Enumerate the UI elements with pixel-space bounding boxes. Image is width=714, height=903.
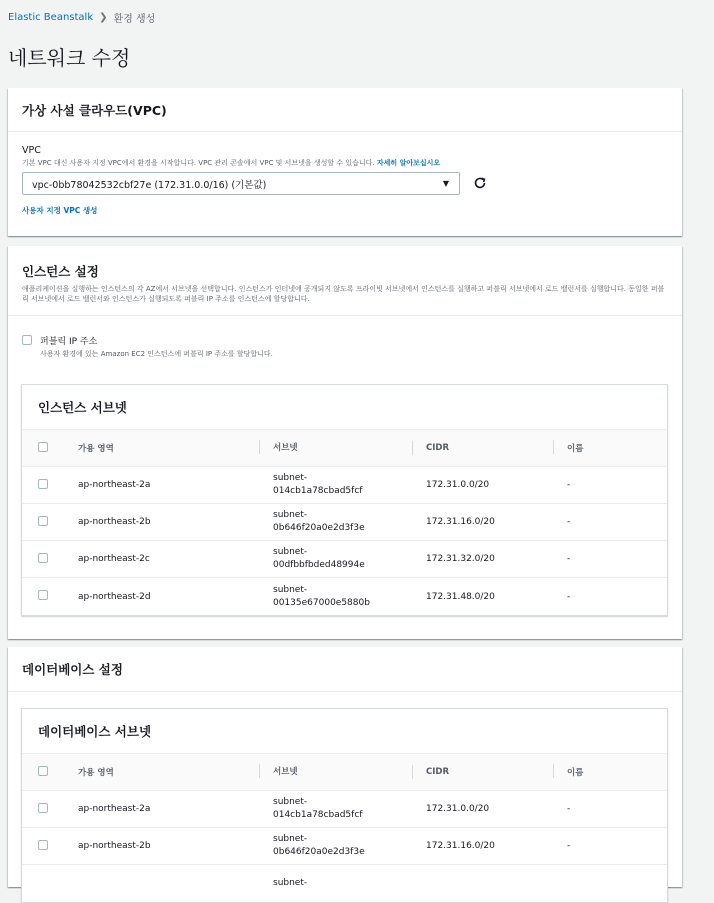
caret-down-icon: ▼ <box>442 179 449 188</box>
public-ip-label: 퍼블릭 IP 주소 <box>40 337 98 347</box>
cell-subnet <box>259 472 412 498</box>
cell-cidr: 172.31.32.0/20 <box>426 554 495 564</box>
instance-panel-description: 애플리케이션을 실행하는 인스턴스의 각 AZ에서 서브넷을 선택합니다. 인스턴스가 인터넷에 공개되지 않도록 프라이빗 서브넷에서 인스턴스를 실행하고 퍼블릭 서브넷에서 로드 밸런서를 실행합니다. 동일한 퍼블릭 서브넷에서 로드 밸런서와 인스턴스가 실행되도록 퍼블릭 IP 주소를 인스턴스에 할당합니다. <box>22 284 665 303</box>
vpc-panel <box>8 88 682 236</box>
cell-subnet-line2: 00135e67000e5880b <box>273 597 370 608</box>
cell-subnet-line1: subnet- <box>273 547 308 557</box>
database-subnet-table <box>21 708 668 903</box>
table-header-row <box>22 754 667 791</box>
database-subnet-table-title: 데이터베이스 서브넷 <box>22 709 667 754</box>
cell-subnet-line2: 0b646f20a0e2d3f3e <box>273 847 365 857</box>
cell-cidr: 172.31.16.0/20 <box>426 517 495 527</box>
learn-more-link[interactable]: 자세히 알아보십시오 <box>376 159 441 167</box>
cell-subnet-line2: 014cb1a78cbad5fcf <box>273 486 363 496</box>
row-checkbox[interactable] <box>38 516 48 526</box>
breadcrumb <box>8 10 155 25</box>
row-checkbox[interactable] <box>38 803 48 813</box>
cell-subnet <box>259 509 412 535</box>
instance-settings-panel <box>8 246 682 639</box>
cell-name: - <box>567 554 571 564</box>
cell-subnet <box>259 796 412 822</box>
vpc-field-label: VPC <box>22 145 41 156</box>
vpc-panel-title: 가상 사설 클라우드(VPC) <box>22 102 167 118</box>
instance-panel-title: 인스턴스 설정 <box>22 263 99 279</box>
cell-subnet-line2: 00dfbbfbded48994e <box>273 560 365 570</box>
table-row[interactable] <box>22 541 667 578</box>
vpc-field-description-text: 기본 VPC 대신 사용자 지정 VPC에서 환경을 시작합니다. VPC 관리 콘솔에서 VPC 및 서브넷을 생성할 수 있습니다. <box>22 159 375 167</box>
select-all-checkbox[interactable] <box>38 766 48 776</box>
table-row[interactable] <box>22 865 667 902</box>
instance-subnet-table <box>21 384 668 616</box>
database-settings-panel <box>8 647 682 887</box>
cell-az: ap-northeast-2d <box>78 591 151 602</box>
cell-name: - <box>567 591 571 602</box>
cell-az: ap-northeast-2a <box>78 804 151 814</box>
column-header-az: 가용 영역 <box>78 444 114 454</box>
db-panel-header <box>8 647 682 692</box>
cell-az: ap-northeast-2b <box>78 841 151 851</box>
cell-subnet <box>259 584 412 610</box>
page-title: 네트워크 수정 <box>8 46 131 70</box>
breadcrumb-link-elastic-beanstalk[interactable]: Elastic Beanstalk <box>8 12 94 23</box>
breadcrumb-current: 환경 생성 <box>113 14 156 25</box>
row-checkbox[interactable] <box>38 840 48 850</box>
row-checkbox[interactable] <box>38 553 48 563</box>
cell-subnet-line1: subnet- <box>273 473 308 483</box>
create-custom-vpc-link[interactable]: 사용자 지정 VPC 생성 <box>22 206 98 215</box>
table-row[interactable] <box>22 578 667 615</box>
select-all-checkbox[interactable] <box>38 442 48 452</box>
column-header-cidr: CIDR <box>412 443 553 453</box>
cell-az: ap-northeast-2b <box>78 517 151 527</box>
instance-subnet-table-title: 인스턴스 서브넷 <box>22 385 667 430</box>
cell-cidr: 172.31.0.0/20 <box>426 480 490 490</box>
cell-subnet-line2: 014cb1a78cbad5fcf <box>273 810 363 820</box>
row-checkbox[interactable] <box>38 590 48 600</box>
refresh-icon[interactable] <box>471 174 489 192</box>
row-checkbox[interactable] <box>38 479 48 489</box>
vpc-select-value: vpc-0bb78042532cbf27e (172.31.0.0/16) (기본값) <box>32 179 267 191</box>
column-header-name: 이름 <box>553 766 667 778</box>
public-ip-description: 사용자 환경에 있는 Amazon EC2 인스턴스에 퍼블릭 IP 주소를 할당합니다. <box>40 350 273 358</box>
cell-subnet-line1: subnet- <box>273 834 308 844</box>
column-header-az: 가용 영역 <box>78 768 114 778</box>
cell-subnet <box>259 877 412 890</box>
public-ip-option <box>22 334 273 359</box>
public-ip-checkbox[interactable] <box>22 335 32 345</box>
column-header-name: 이름 <box>553 442 667 454</box>
cell-az: ap-northeast-2a <box>78 480 151 490</box>
table-row[interactable] <box>22 504 667 541</box>
cell-name: - <box>567 517 571 527</box>
table-row[interactable] <box>22 828 667 865</box>
column-header-subnet: 서브넷 <box>259 442 412 455</box>
cell-cidr: 172.31.48.0/20 <box>426 591 495 602</box>
table-row[interactable] <box>22 467 667 504</box>
instance-panel-header <box>8 246 682 316</box>
cell-subnet-line1: subnet- <box>273 510 308 520</box>
cell-subnet-line1: subnet- <box>273 584 308 595</box>
db-panel-title: 데이터베이스 설정 <box>22 662 123 677</box>
table-row[interactable] <box>22 791 667 828</box>
cell-subnet <box>259 546 412 572</box>
cell-name: - <box>567 804 571 814</box>
column-header-subnet: 서브넷 <box>259 766 412 779</box>
vpc-panel-header <box>8 88 682 132</box>
cell-subnet <box>259 833 412 859</box>
cell-cidr: 172.31.0.0/20 <box>426 804 490 814</box>
table-header-row <box>22 430 667 467</box>
column-header-cidr: CIDR <box>412 767 553 777</box>
vpc-field-description <box>22 158 440 168</box>
cell-subnet-line1: subnet- <box>273 797 308 807</box>
chevron-right-icon: ❯ <box>99 12 108 23</box>
cell-az: ap-northeast-2c <box>78 554 150 564</box>
vpc-select[interactable] <box>22 172 460 195</box>
cell-subnet-line1: subnet- <box>273 878 308 888</box>
cell-subnet-line2: 0b646f20a0e2d3f3e <box>273 523 365 533</box>
cell-name: - <box>567 480 571 490</box>
cell-cidr: 172.31.16.0/20 <box>426 841 495 851</box>
cell-name: - <box>567 841 571 851</box>
